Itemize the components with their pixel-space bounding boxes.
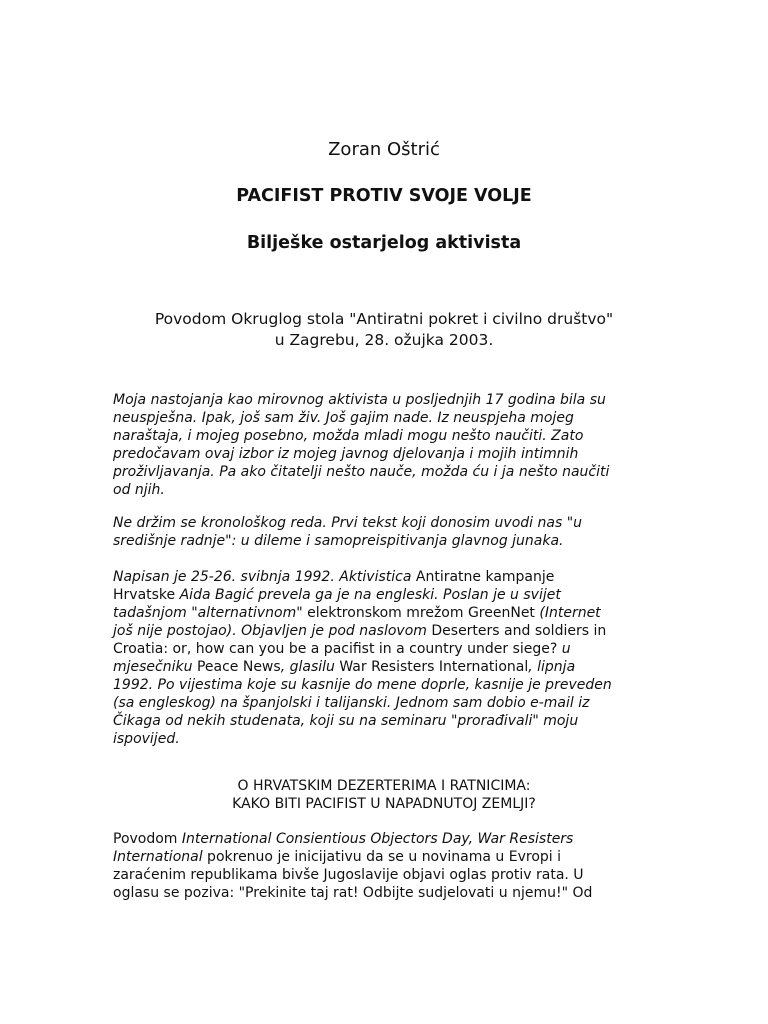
paragraph-line: proživljavanja. Pa ako čitatelji nešto nauče, možda ću i ja nešto naučiti: [113, 464, 610, 480]
paragraph-line: [113, 658, 658, 676]
author-name: Zoran Oštrić: [328, 139, 440, 160]
section-heading-line: O HRVATSKIM DEZERTERIMA I RATNICIMA:: [237, 778, 531, 794]
paragraph-line: naraštaja, i mojeg posebno, možda mladi mogu nešto naučiti. Zato: [113, 428, 584, 444]
text-italic: mjesečniku: [113, 659, 197, 675]
text-regular: War Resisters International: [339, 659, 529, 675]
text-italic: Napisan je 25-26. svibnja 1992. Aktivistica: [113, 569, 416, 585]
paragraph-line: (sa engleskog) na španjolski i talijanski. Jednom sam dobio e-mail iz: [113, 695, 590, 711]
history-paragraph: [113, 568, 658, 748]
section-heading-line: KAKO BITI PACIFIST U NAPADNUTOJ ZEMLJI?: [232, 796, 536, 812]
paragraph-line: [113, 640, 658, 658]
occasion-line: u Zagrebu, 28. ožujka 2003.: [274, 331, 494, 349]
paragraph-line: od njih.: [113, 482, 165, 498]
text-italic: u: [557, 641, 571, 657]
occasion-line: Povodom Okruglog stola "Antiratni pokret i civilno društvo": [154, 310, 614, 328]
paragraph-line: ispovijed.: [113, 731, 180, 747]
document-subtitle: Bilješke ostarjelog aktivista: [246, 233, 522, 253]
chronology-paragraph: [113, 514, 658, 550]
paragraph-line: predočavam ovaj izbor iz mojeg javnog djelovanja i mojih intimnih: [113, 446, 579, 462]
paragraph-line: 1992. Po vijestima koje su kasnije do mene doprle, kasnije je preveden: [113, 677, 612, 693]
text-regular: elektronskom mrežom: [307, 605, 468, 621]
text-regular: Croatia: or, how can you be a pacifist in a country under siege?: [113, 641, 558, 657]
text-regular: pokrenuo je inicijativu da se u novinama u Evropi i: [202, 849, 562, 865]
text-italic: tadašnjom "alternativnom": [113, 605, 308, 621]
paragraph-line: [113, 830, 658, 848]
text-italic: Aida Bagić prevela ga je na engleski. Poslan je u svijet: [179, 587, 561, 603]
paragraph-line: zaraćenim republikama bivše Jugoslavije objavi oglas protiv rata. U: [113, 867, 584, 883]
text-regular: Peace News: [196, 659, 281, 675]
text-regular: GreenNet: [467, 605, 540, 621]
text-italic: , glasilu: [280, 659, 340, 675]
text-italic: , lipnja: [528, 659, 576, 675]
text-regular: Deserters and soldiers in: [431, 623, 607, 639]
text-italic: (Internet: [539, 605, 601, 621]
occasion-note: [0, 309, 768, 351]
text-regular: Antiratne kampanje: [415, 569, 555, 585]
paragraph-line: Ne držim se kronološkog reda. Prvi tekst koji donosim uvodi nas "u: [113, 515, 583, 531]
paragraph-line: [113, 604, 658, 622]
paragraph-line: Moja nastojanja kao mirovnog aktivista u posljednjih 17 godina bila su: [113, 392, 606, 408]
text-italic: International Consientious Objectors Day, War Resisters: [181, 831, 574, 847]
text-regular: Hrvatske: [113, 587, 180, 603]
paragraph-line: Čikaga od nekih studenata, koji su na seminaru "prorađivali" moju: [113, 713, 579, 729]
paragraph-line: [113, 622, 658, 640]
paragraph-line: središnje radnje": u dileme i samopreispitivanja glavnog junaka.: [113, 533, 564, 549]
intro-paragraph: [113, 391, 658, 499]
paragraph-line: [113, 848, 658, 866]
paragraph-line: oglasu se poziva: "Prekinite taj rat! Odbijte sudjelovati u njemu!" Od: [113, 885, 593, 901]
paragraph-line: [113, 586, 658, 604]
text-italic: International: [113, 849, 203, 865]
text-italic: još nije postojao). Objavljen je pod naslovom: [113, 623, 432, 639]
section-heading: [0, 777, 768, 813]
final-paragraph: [113, 830, 658, 902]
paragraph-line: [113, 568, 658, 586]
document-title: PACIFIST PROTIV SVOJE VOLJE: [236, 186, 532, 206]
text-regular: Povodom: [113, 831, 182, 847]
paragraph-line: neuspješna. Ipak, još sam živ. Još gajim nade. Iz neuspjeha mojeg: [113, 410, 574, 426]
